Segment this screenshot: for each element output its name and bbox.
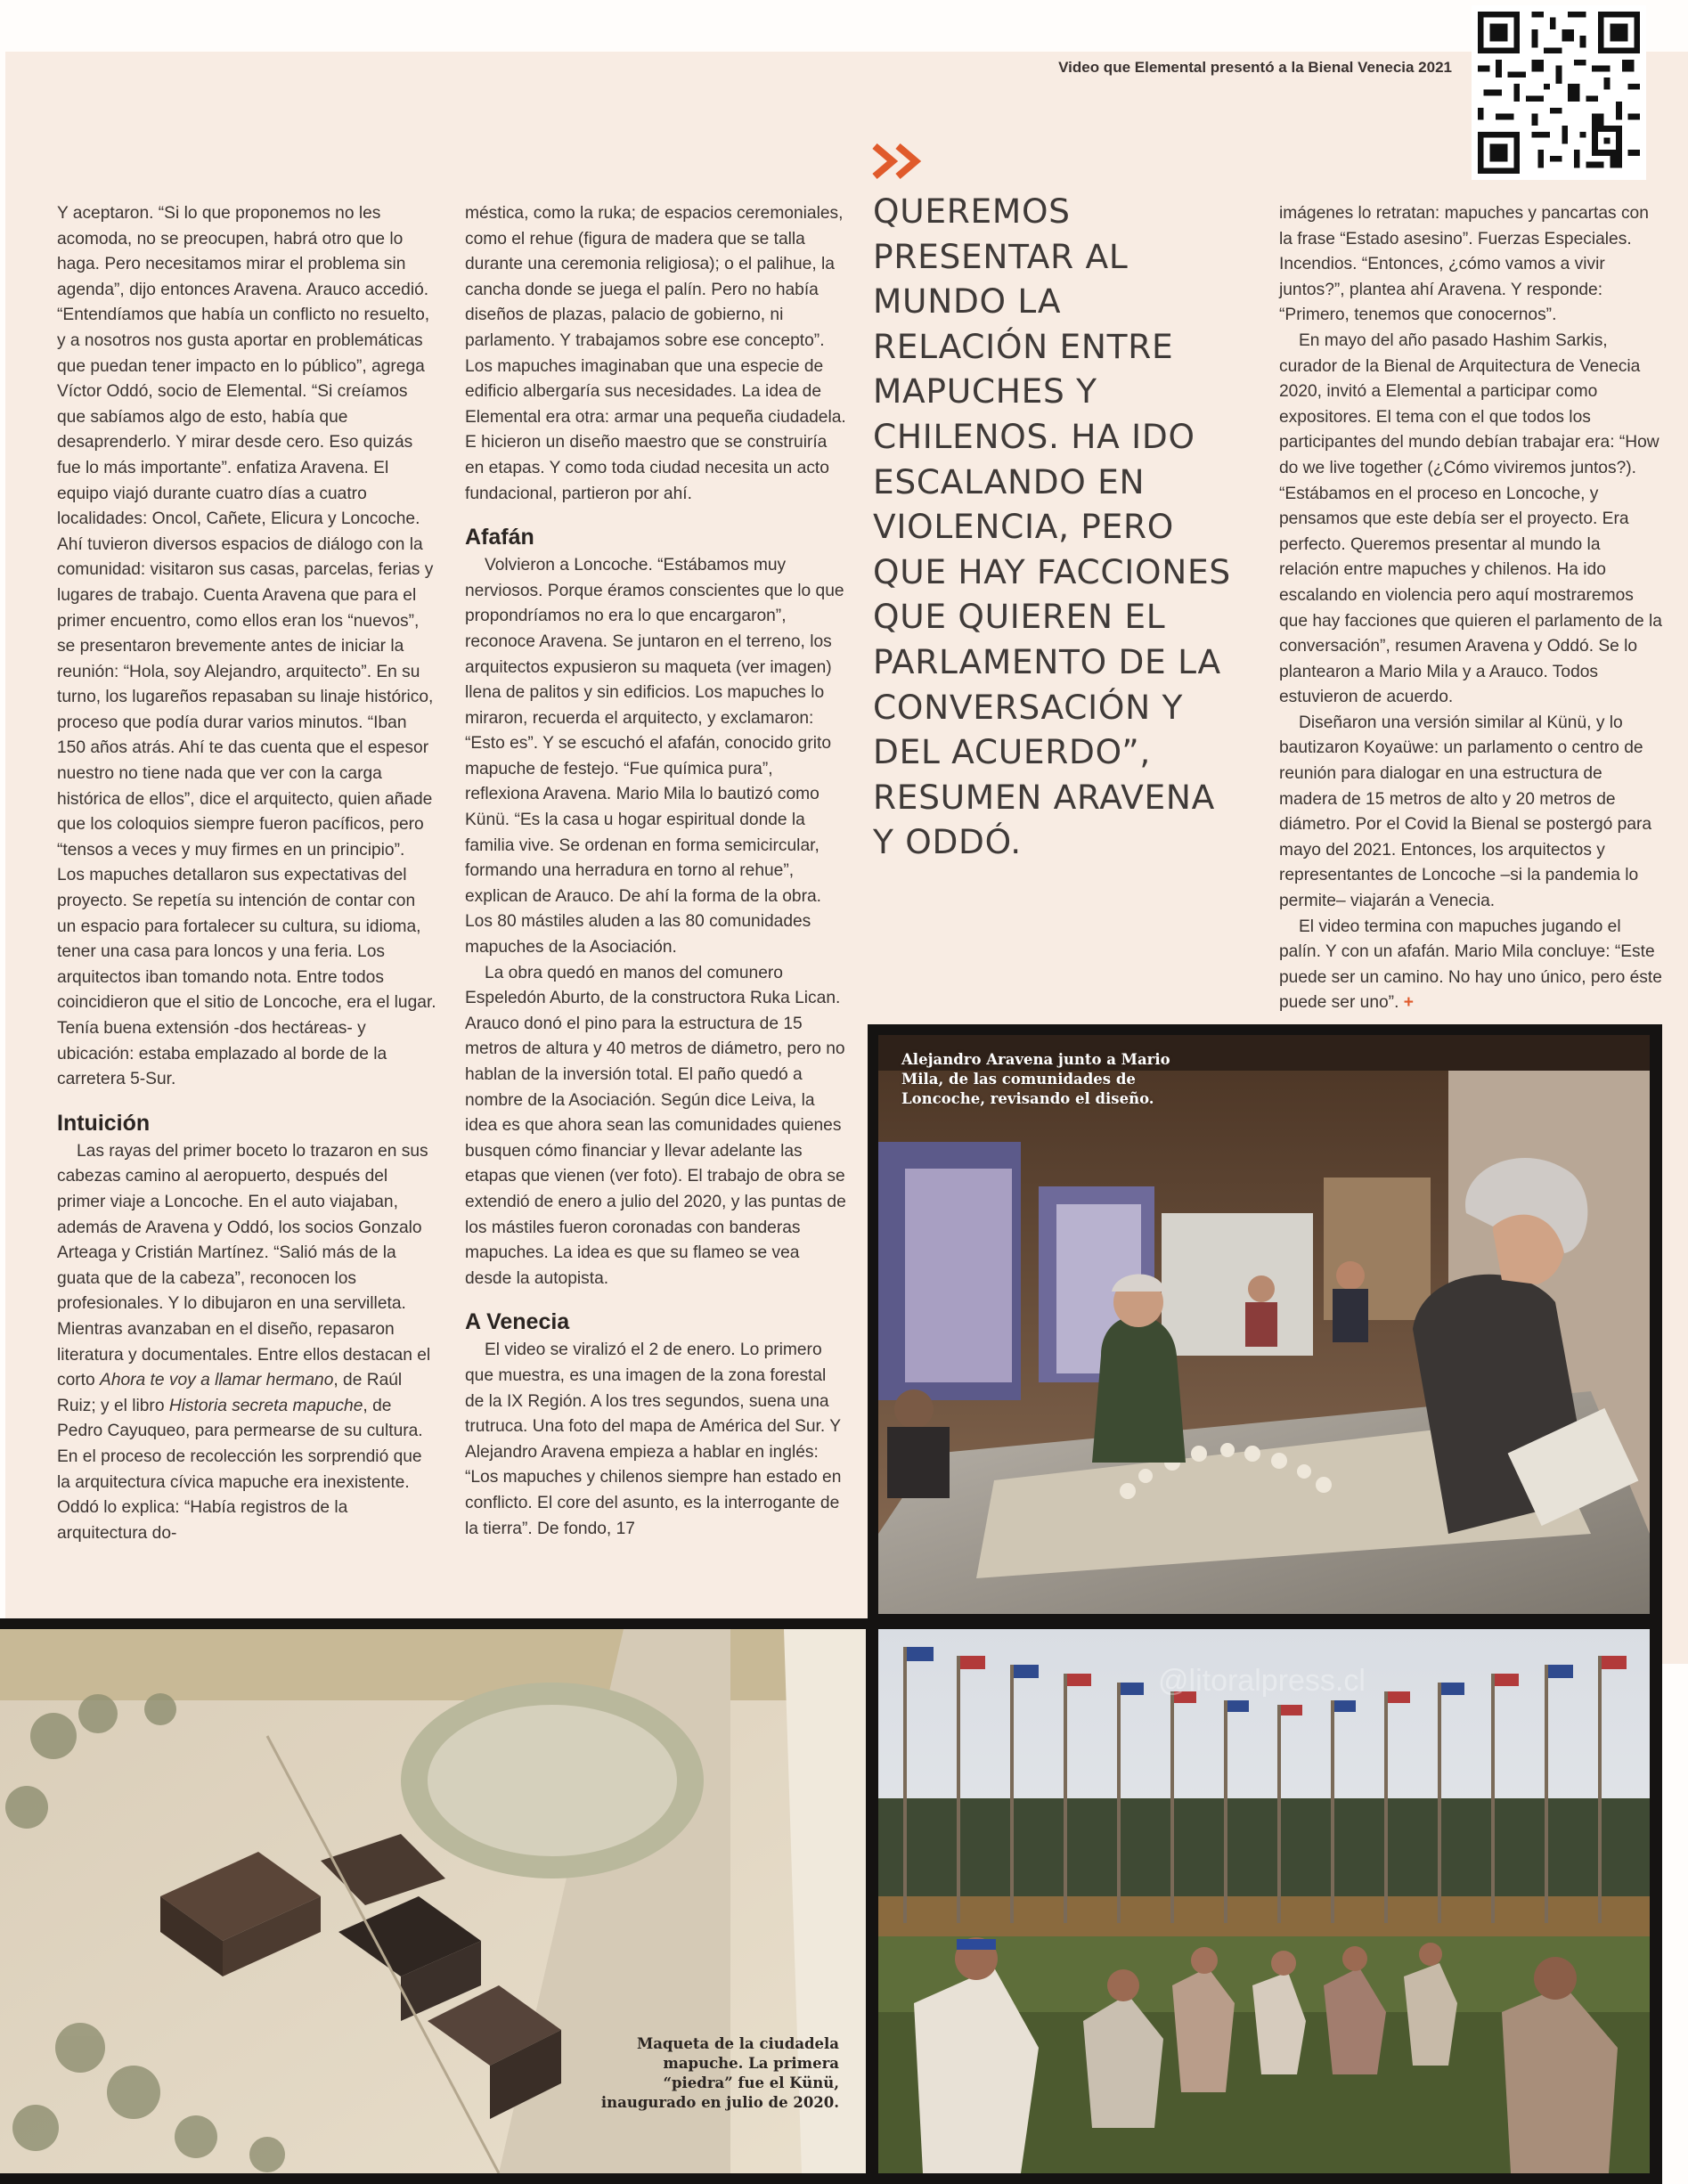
section-heading-a-venecia: A Venecia — [465, 1309, 570, 1335]
watermark: @litoralpress.cl — [1158, 1664, 1366, 1698]
article-column-4 — [1279, 201, 1664, 1016]
section-heading-intuicion: Intuición — [57, 1110, 151, 1136]
paragraph: El video termina con mapuches jugando el palín. Y con un afafán. Mario Mila concluye: “Este puede ser un camino. No hay uno único, pero éste puede ser uno”. + — [1279, 917, 1662, 1013]
paragraph: En mayo del año pasado Hashim Sarkis, curador de la Bienal de Arquitectura de Venecia 2020, invitó a Elemental a participar como expositores. El tema con el que todos los participantes del mundo debían trabajar era: “How do we live together (¿Cómo viviremos juntos?). “Estábamos en el proceso en Loncoche, y pensamos que este debía ser el proyecto. Era perfecto. Queremos presentar al mundo la relación entre mapuches y chilenos. Ha ido escalando en violencia pero aquí mostraremos que hay facciones que quieren el parlamento de la conversación”, resumen Aravena y Oddó. Se lo plantearon a Mario Mila y a Arauco. Todos estuvieron de acuerdo. — [1279, 330, 1662, 707]
paragraph: Las rayas del primer boceto lo trazaron en sus cabezas camino al aeropuerto, después del primer viaje a Loncoche. En el auto viajaban, además de Aravena y Oddó, los socios Gonzalo Arteaga y Cristián Martínez. “Salió más de la guata que de la cabeza”, reconocen los profesionales. Y lo dibujaron en una servilleta. Mientras avanzaban en el diseño, repasaron literatura y documentales. Entre ellos destacan el corto Ahora te voy a llamar hermano, de Raúl Ruiz; y el libro Historia secreta mapuche, de Pedro Cayuqueo, para permearse de su cultura. En el proceso de recolección les sorprendió que la arquitectura cívica mapuche era inexistente. Oddó lo explica: “Había registros de la arquitectura do- — [57, 1141, 431, 1543]
pull-quote: QUEREMOS PRESENTAR AL MUNDO LA RELACIÓN ENTRE MAPUCHES Y CHILENOS. HA IDO ESCALANDO EN VIOLENCIA, PERO QUE HAY FACCIONES QUE QUIEREN EL PARLAMENTO DE LA CONVERSACIÓN Y DEL ACUERDO”, RESUMEN ARAVENA Y ODDÓ. — [873, 192, 1231, 862]
photo-kunu-ceremony — [878, 1629, 1650, 2173]
photo-meeting — [878, 1035, 1650, 1614]
section-heading-afafan: Afafán — [465, 525, 534, 550]
qr-code-icon[interactable] — [1472, 5, 1646, 180]
film-title: Ahora te voy a llamar hermano — [100, 1371, 334, 1390]
paragraph: imágenes lo retratan: mapuches y pancartas con la frase “Estado asesino”. Fuerzas Especiales. Incendios. “Entonces, ¿cómo vamos a vivir juntos?”, plantea ahí Aravena. Y responde: “Primero, tenemos que conocernos”. — [1279, 204, 1649, 325]
book-title: Historia secreta mapuche — [168, 1396, 363, 1415]
article-column-2 — [465, 201, 848, 1542]
photo-caption-meeting: Alejandro Aravena junto a Mario Mila, de las comunidades de Loncoche, revisando el diseño. — [901, 1051, 1170, 1107]
paragraph: Volvieron a Loncoche. “Estábamos muy nerviosos. Porque éramos conscientes que lo que propondríamos no era lo que encargaron”, reconoce Aravena. Se juntaron en el terreno, los arquitectos expusieron su maqueta (ver imagen) llena de palitos y sin edificios. Los mapuches lo miraron, recuerda el arquitecto, y exclamaron: “Esto es”. Y se escuchó el afafán, conocido grito mapuche de festejo. “Fue química pura”, reflexiona Aravena. Mario Mila lo bautizó como Künü. “Es la casa u hogar espiritual donde la familia vive. Se ordenan en forma semicircular, formando una herradura en torno al rehue”, explican de Arauco. De ahí la forma de la obra. Los 80 mástiles aluden a las 80 comunidades mapuches de la Asociación. — [465, 556, 844, 958]
paragraph: El video se viralizó el 2 de enero. Lo primero que muestra, es una imagen de la zona forestal de la IX Región. A los tres segundos, suena una trutruca. Una foto del mapa de América del Sur. Y Alejandro Aravena empieza a hablar en inglés: “Los mapuches y chilenos siempre han estado en conflicto. El core del asunto, es la interrogante de la tierra”. De fondo, 17 — [465, 1341, 842, 1538]
end-mark: + — [1403, 993, 1414, 1013]
paragraph: Y aceptaron. “Si lo que proponemos no les acomoda, no se preocupen, habrá otro que lo haga. Pero necesitamos mirar el problema sin agenda”, dijo entonces Aravena. Arauco accedió. “Entendíamos que había un conflicto no resuelto, y a nosotros nos gusta aportar en problemáticas que puedan tener impacto en lo público”, agrega Víctor Oddó, socio de Elemental. “Si creíamos que sabíamos algo de esto, había que desaprenderlo. Y mirar desde cero. Eso quizás fue lo más importante”. enfatiza Aravena. El equipo viajó durante cuatro días a cuatro localidades: Oncol, Cañete, Elicura y Loncoche. Ahí tuvieron diversos espacios de diálogo con la comunidad: visitaron sus casas, parcelas, ferias y lugares de trabajo. Cuenta Aravena que para el primer encuentro, como ellos eran los “nuevos”, se presentaron brevemente antes de iniciar la reunión: “Hola, soy Alejandro, arquitecto”. En su turno, los lugareños repasaban su linaje histórico, proceso que podía durar varios minutos. “Iban 150 años atrás. Ahí te das cuenta que el espesor nuestro no tiene nada que ver con la carga histórica de ellos”, dice el arquitecto, quien añade que los coloquios siempre fueron pacíficos, pero “tensos a veces y muy firmes en un principio”. Los mapuches detallaron sus expectativas del proyecto. Se repetía su intención de contar con un espacio para fortalecer su cultura, su idioma, tener una casa para loncos y una feria. Los arquitectos iban tomando nota. Entre todos coincidieron que el sitio de Loncoche, era el lugar. Tenía buena extensión -dos hectáreas- y ubicación: estaba emplazado al borde de la carretera 5-Sur. — [57, 204, 436, 1089]
double-chevron-right-icon — [871, 141, 926, 182]
paragraph: Diseñaron una versión similar al Künü, y lo bautizaron Koyaüwe: un parlamento o centro de reunión para dialogar en una estructura de madera de 15 metros de alto y 20 metros de diámetro. Por el Covid la Bienal se postergó para mayo del 2021. Entonces, los arquitectos y representantes de Loncoche –si la pandemia lo permite– viajarán a Venecia. — [1279, 713, 1652, 911]
photo-caption-model: Maqueta de la ciudadela mapuche. La primera “piedra” fue el Künü, inaugurado en julio de 2020. — [600, 2035, 839, 2111]
article-column-1 — [57, 201, 436, 1546]
paragraph: méstica, como la ruka; de espacios ceremoniales, como el rehue (figura de madera que se talla durante una ceremonia religiosa); o el palihue, la cancha donde se juega el palín. Pero no había diseños de plazas, palacio de gobierno, ni parlamento. Y trabajamos sobre ese concepto”. Los mapuches imaginaban que una especie de edificio albergaría sus necesidades. La idea de Elemental era otra: armar una pequeña ciudadela. E hicieron un diseño maestro que se construiría en etapas. Y como toda ciudad necesita un acto fundacional, partieron por ahí. — [465, 204, 846, 503]
paragraph: La obra quedó en manos del comunero Espeledón Aburto, de la constructora Ruka Lican. Arauco donó el pino para la estructura de 15 metros de altura y 40 metros de diámetro, pero no hablan de la inversión total. El paño quedó a nombre de la Asociación. Según dice Leiva, la idea es que ahora sean las comunidades quienes busquen cómo financiar y llevar adelante las etapas que vienen (ver foto). El trabajo de obra se extendió de enero a julio del 2020, y las puntas de los mástiles fueron coronadas con banderas mapuches. La idea es que su flameo se vea desde la autopista. — [465, 963, 846, 1288]
qr-caption: Video que Elemental presentó a la Bienal Venecia 2021 — [1058, 59, 1452, 76]
